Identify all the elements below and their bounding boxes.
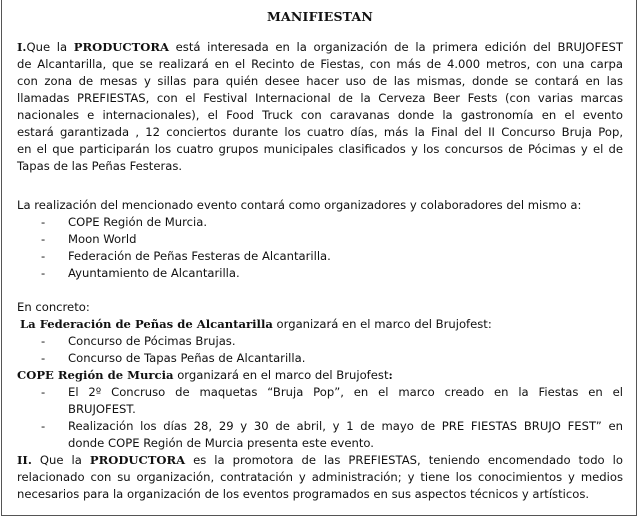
list-item-text: Ayuntamiento de Alcantarilla. [68, 266, 240, 280]
section-two-productora: PRODUCTORA [89, 453, 186, 467]
list-item-text: Concurso de Tapas Peñas de Alcantarilla. [68, 351, 306, 365]
dash-bullet: - [41, 419, 46, 433]
organizers-section [17, 197, 623, 282]
section-one-line: de Alcantarilla, que se realizará en el Recinto de Fiestas, con más de 4.000 metros, con una carpa [17, 57, 623, 71]
list-item [17, 248, 623, 265]
list-item-text: Realización los días 28, 29 y 30 de abril, y 1 de mayo de PRE FIESTAS BRUJO FEST” en [68, 419, 623, 433]
list-item-text: Concurso de Pócimas Brujas. [68, 334, 236, 348]
list-item [17, 350, 623, 367]
list-item-text: COPE Región de Murcia. [68, 215, 208, 229]
section-two-first-line [17, 452, 623, 469]
section-one-line: con zona de mesas y sillas para quién desee hacer uso de las mismas, donde se contará en las [17, 74, 623, 88]
section-one-line: nacionales e internacionales), el Food Truck con caravanas donde la gastronomía en el evento [17, 108, 623, 122]
cope-name: COPE Región de Murcia [17, 368, 174, 382]
section-one-lead-a: Que la [26, 40, 74, 54]
section-one [17, 39, 623, 175]
section-two-lead-a: Que la [31, 453, 90, 467]
section-one-productora: PRODUCTORA [73, 40, 169, 54]
dash-bullet: - [41, 249, 46, 263]
cope-colon: : [388, 368, 393, 382]
section-two-lead-b: es la promotora de las PREFIESTAS, teniendo encomendado todo lo [185, 453, 623, 467]
concrete-intro: En concreto: [17, 300, 90, 314]
section-one-lead-b: está interesada en la organización de la primera edición del BRUJOFEST [168, 40, 623, 54]
dash-bullet: - [41, 351, 46, 365]
organizers-intro: La realización del mencionado evento contará como organizadores y colaboradores del mismo a: [17, 198, 582, 212]
section-two [17, 452, 623, 503]
cope-rest: organizará en el marco del Brujofest [173, 368, 389, 382]
section-one-line: en el que participarán los cuatro grupos municipales clasificados y los concursos de Pócimas y el de [17, 142, 623, 156]
list-item [17, 333, 623, 350]
federacion-name: La Federación de Peñas de Alcantarilla [20, 317, 273, 331]
federacion-heading [17, 316, 623, 333]
list-item-text: El 2º Concruso de maquetas “Bruja Pop”, en el marco creado en la Fiestas en el [68, 385, 623, 399]
section-two-line: necesarios para la organización de los eventos programados en sus aspectos técnicos y artísticos. [17, 487, 590, 501]
section-one-first-line [17, 39, 623, 56]
list-item [17, 214, 623, 231]
federacion-rest: organizará en el marco del Brujofest: [272, 317, 492, 331]
list-item-text: Moon World [68, 232, 137, 246]
section-one-line: llamadas PREFIESTAS, con el Festival Internacional de la Cerveza Beer Fests (con varias marcas [17, 91, 623, 105]
section-two-number: II. [17, 453, 32, 467]
dash-bullet: - [41, 266, 46, 280]
document-title: MANIFIESTAN [266, 9, 374, 24]
list-item [17, 231, 623, 248]
list-item-text: Federación de Peñas Festeras de Alcantarilla. [68, 249, 331, 263]
dash-bullet: - [41, 232, 46, 246]
dash-bullet: - [41, 334, 46, 348]
list-item-continuation: donde COPE Región de Murcia presenta este evento. [68, 436, 374, 450]
list-item [17, 265, 623, 282]
section-one-line: Tapas de las Peñas Festeras. [17, 159, 183, 173]
cope-heading [17, 367, 623, 384]
list-item-continuation: BRUJOFEST. [68, 402, 136, 416]
list-item [17, 418, 623, 435]
dash-bullet: - [41, 385, 46, 399]
list-item [17, 384, 623, 401]
dash-bullet: - [41, 215, 46, 229]
section-one-number: I. [17, 40, 27, 54]
concrete-section [17, 299, 623, 452]
section-one-line: estará garantizada , 12 conciertos durante los cuatro días, más la Final del II Concurso Bruja Pop, [17, 125, 623, 139]
section-two-line: relacionado con su organización, contratación y administración; y tiene los conocimientos y medios [17, 470, 623, 484]
